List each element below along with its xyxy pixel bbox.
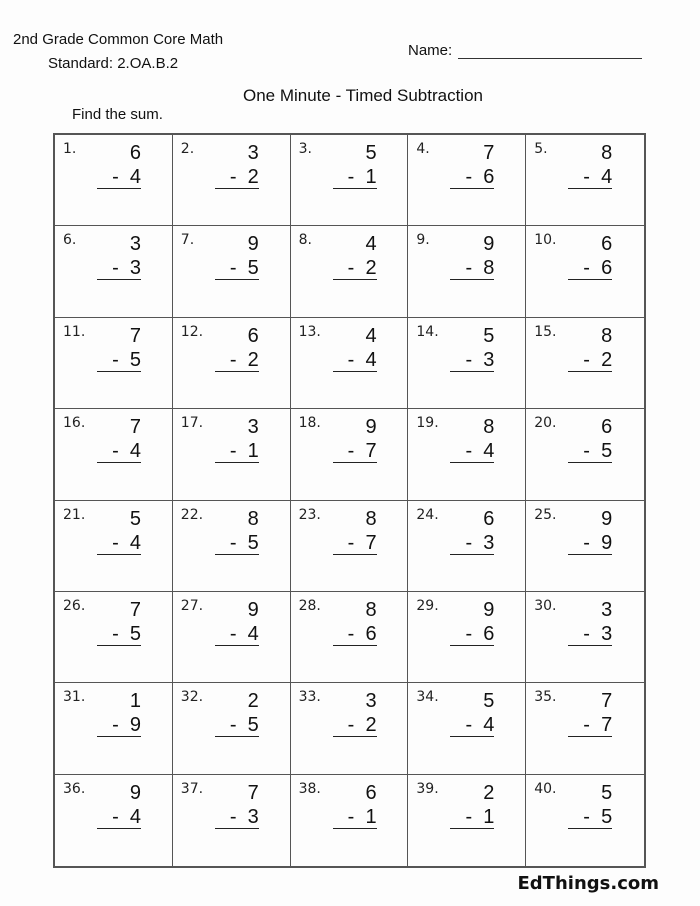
problem-number: 4. [416,141,430,157]
subtrahend-row [450,532,494,555]
problem-cell [291,775,409,866]
problem-grid [53,133,646,868]
minus-sign: - [583,714,590,737]
minus-sign: - [583,805,590,828]
problem-number: 35. [534,689,557,706]
problem-cell [526,226,644,317]
problem-number: 14. [416,323,439,340]
subtrahend-row [450,166,494,189]
subtrahend-row [450,349,494,372]
subtrahend-row [568,532,612,555]
problem-number: 21. [63,506,86,523]
minuend: 9 [129,781,141,804]
subtrahend: 3 [129,257,141,280]
problem-cell [55,501,173,592]
minus-sign: - [465,531,473,554]
minus-sign: - [112,714,119,737]
problem-number: 17. [180,415,204,432]
minuend: 2 [247,690,259,713]
subtrahend-spacer [237,532,248,554]
subtrahend-row [568,166,612,189]
problem-number: 23. [298,506,321,523]
subtrahend-row [568,806,612,829]
minuend: 9 [601,507,613,530]
subtrahend: 4 [129,805,141,828]
subtrahend-spacer [590,166,601,188]
minus-sign: - [229,714,237,737]
minuend: 9 [483,598,495,621]
minus-sign: - [583,622,590,645]
subtrahend-row [333,349,377,372]
subtrahend: 1 [247,440,259,463]
problem-cell [55,135,173,226]
subtrahend-spacer [237,257,248,279]
subtrahend-row [333,440,377,463]
problem-number: 3. [298,141,312,157]
subtrahend-spacer [590,532,601,554]
subtrahend-spacer [119,166,130,188]
problem-cell [408,135,526,226]
subtrahend: 4 [365,348,377,371]
problem-cell [408,318,526,409]
minus-sign: - [229,257,237,280]
subtrahend-row [568,623,612,646]
subtrahend-row [450,623,494,646]
minuend: 3 [247,142,259,164]
minus-sign: - [465,166,473,188]
subtrahend-spacer [237,440,248,462]
subtrahend: 4 [483,440,495,463]
subtrahend-spacer [354,257,365,279]
subtrahend-spacer [354,714,365,736]
problem-number: 29. [416,597,439,614]
minus-sign: - [465,440,473,463]
problem-number: 11. [63,323,86,340]
minuend: 9 [365,416,377,439]
subtrahend: 4 [129,166,141,188]
minuend: 7 [129,416,141,439]
minuend: 4 [365,233,377,256]
subtrahend: 3 [483,531,495,554]
problem-number: 7. [180,232,195,249]
problem-number: 25. [534,506,557,523]
subtrahend-spacer [237,806,248,828]
subtrahend: 6 [483,622,495,645]
problem-number: 8. [298,232,312,249]
subtrahend-spacer [354,532,365,554]
minuend: 7 [483,142,495,164]
subtrahend-spacer [237,623,248,645]
problem-cell [173,318,291,409]
subtrahend-spacer [472,349,483,371]
subtrahend-row [215,257,259,280]
subtrahend: 2 [247,348,259,371]
problem-number: 2. [180,141,195,157]
problem-number: 20. [534,415,557,432]
subtrahend-spacer [119,257,130,279]
problem-number: 34. [416,689,439,706]
subtrahend: 7 [365,440,377,463]
minus-sign: - [229,622,237,645]
subtrahend-row [333,806,377,829]
subtrahend-spacer [590,257,601,279]
problem-number: 1. [63,141,77,157]
minuend: 7 [129,324,141,347]
subtrahend-row [450,440,494,463]
minuend: 9 [247,598,259,621]
problem-number: 27. [180,597,204,614]
problem-number: 12. [180,323,204,340]
problem-cell [408,775,526,866]
problem-cell [55,683,173,774]
subtrahend: 9 [129,714,141,737]
problem-cell [526,775,644,866]
subtrahend-spacer [119,532,130,554]
problem-cell [291,318,409,409]
problem-number: 15. [534,323,557,340]
subtrahend-spacer [472,440,483,462]
minuend: 6 [483,507,495,530]
problem-cell [55,592,173,683]
subtrahend-row [97,257,141,280]
minus-sign: - [465,714,473,737]
subtrahend-row [450,714,494,737]
problem-cell [55,775,173,866]
problem-cell [55,226,173,317]
subtrahend-spacer [354,440,365,462]
subtrahend-spacer [472,714,483,736]
problem-number: 5. [534,141,548,157]
subtrahend-row [333,532,377,555]
subtrahend-row [568,714,612,737]
worksheet-header-standard: Standard: 2.OA.B.2 [48,55,179,72]
minuend: 7 [129,598,141,621]
subtrahend-spacer [590,806,601,828]
minuend: 2 [483,781,495,804]
problem-cell [526,501,644,592]
subtrahend: 2 [365,257,377,280]
subtrahend: 2 [601,348,613,371]
subtrahend-row [215,714,259,737]
problem-number: 38. [298,780,321,797]
problem-number: 19. [416,415,439,432]
subtrahend-spacer [119,806,130,828]
subtrahend-spacer [590,714,601,736]
subtrahend-row [97,440,141,463]
subtrahend: 2 [365,714,377,737]
problem-cell [526,683,644,774]
subtrahend-row [333,623,377,646]
subtrahend-spacer [354,806,365,828]
subtrahend-spacer [472,806,483,828]
minus-sign: - [229,805,237,828]
subtrahend-row [215,532,259,555]
subtrahend: 5 [601,805,613,828]
subtrahend-row [97,166,141,189]
minuend: 6 [601,233,613,256]
subtrahend: 1 [365,805,377,828]
subtrahend: 6 [483,166,495,188]
subtrahend-spacer [119,623,130,645]
subtrahend: 7 [601,714,613,737]
problem-cell [173,775,291,866]
subtrahend: 4 [129,440,141,463]
minus-sign: - [229,348,237,371]
minuend: 7 [601,690,613,713]
problem-cell [291,409,409,500]
name-label: Name: [408,42,453,59]
problem-number: 6. [63,232,77,249]
problem-cell [408,683,526,774]
problem-cell [408,592,526,683]
minuend: 6 [129,142,141,164]
minuend: 4 [365,324,377,347]
minus-sign: - [229,440,237,463]
problem-cell [173,592,291,683]
subtrahend-row [215,166,259,189]
minuend: 6 [247,324,259,347]
minus-sign: - [112,531,119,554]
problem-number: 40. [534,780,557,797]
problem-number: 31. [63,689,86,706]
problem-cell [408,409,526,500]
problem-number: 9. [416,232,430,249]
problem-cell [173,501,291,592]
subtrahend-spacer [237,349,248,371]
minuend: 8 [365,598,377,621]
minuend: 6 [365,781,377,804]
minuend: 5 [483,324,495,347]
subtrahend: 6 [365,622,377,645]
subtrahend-row [97,623,141,646]
minus-sign: - [112,348,119,371]
minus-sign: - [583,257,590,280]
subtrahend: 5 [129,348,141,371]
problem-number: 10. [534,232,557,249]
subtrahend-spacer [354,623,365,645]
minuend: 3 [129,233,141,256]
problem-number: 30. [534,597,557,614]
subtrahend: 4 [129,531,141,554]
minuend: 5 [129,507,141,530]
subtrahend-row [450,806,494,829]
minuend: 3 [365,690,377,713]
problem-cell [526,318,644,409]
subtrahend: 8 [483,257,495,280]
minuend: 8 [601,142,613,164]
subtrahend-spacer [472,623,483,645]
problem-number: 18. [298,415,321,432]
subtrahend: 3 [601,622,613,645]
subtrahend: 4 [483,714,495,737]
subtrahend-row [450,257,494,280]
minuend: 9 [247,233,259,256]
minus-sign: - [112,166,119,188]
subtrahend: 3 [483,348,495,371]
problem-number: 33. [298,689,321,706]
subtrahend-spacer [354,166,365,188]
minus-sign: - [583,348,590,371]
problem-cell [55,318,173,409]
problem-cell [408,226,526,317]
subtrahend-row [568,440,612,463]
minuend: 8 [365,507,377,530]
subtrahend-row [97,806,141,829]
subtrahend-spacer [590,623,601,645]
problem-number: 26. [63,597,86,614]
minus-sign: - [465,622,473,645]
problem-cell [173,409,291,500]
minuend: 9 [483,233,495,256]
minuend: 8 [247,507,259,530]
problem-cell [526,135,644,226]
worksheet-header-course: 2nd Grade Common Core Math [13,31,224,48]
site-watermark: EdThings.com [517,873,659,894]
problem-cell [291,226,409,317]
subtrahend-row [333,257,377,280]
problem-cell [55,409,173,500]
minus-sign: - [347,805,355,828]
minus-sign: - [112,257,119,280]
minus-sign: - [347,257,355,280]
subtrahend-spacer [590,349,601,371]
problem-number: 32. [180,689,204,706]
name-blank-line[interactable] [458,43,642,59]
subtrahend: 7 [365,531,377,554]
subtrahend-row [97,532,141,555]
minus-sign: - [465,348,473,371]
problem-cell [291,592,409,683]
subtrahend-spacer [472,257,483,279]
subtrahend-spacer [237,166,248,188]
subtrahend: 9 [601,531,613,554]
minus-sign: - [347,622,355,645]
subtrahend-spacer [119,714,130,736]
minus-sign: - [583,440,590,463]
minus-sign: - [583,166,590,188]
minuend: 3 [601,598,613,621]
subtrahend: 1 [483,805,495,828]
subtrahend-row [215,440,259,463]
minus-sign: - [347,714,355,737]
minus-sign: - [112,805,119,828]
problem-number: 13. [298,323,321,340]
minus-sign: - [465,805,473,828]
problem-number: 28. [298,597,321,614]
problem-number: 36. [63,780,86,797]
subtrahend-spacer [119,440,130,462]
minus-sign: - [112,622,119,645]
minuend: 6 [601,416,613,439]
minus-sign: - [583,531,590,554]
subtrahend: 5 [247,257,259,280]
subtrahend-spacer [472,532,483,554]
problem-cell [173,135,291,226]
instructions: Find the sum. [72,106,163,123]
minus-sign: - [229,531,237,554]
problem-cell [526,409,644,500]
minus-sign: - [347,166,355,188]
problem-cell [291,501,409,592]
problem-cell [291,135,409,226]
subtrahend: 5 [129,622,141,645]
subtrahend-spacer [119,349,130,371]
problem-cell [173,683,291,774]
subtrahend-row [215,349,259,372]
subtrahend: 6 [601,257,613,280]
subtrahend: 5 [247,714,259,737]
minuend: 5 [365,142,377,164]
subtrahend-row [215,623,259,646]
minuend: 5 [601,781,613,804]
subtrahend: 5 [247,531,259,554]
worksheet-title: One Minute - Timed Subtraction [242,86,483,105]
minus-sign: - [347,348,355,371]
subtrahend: 4 [601,166,613,188]
problem-number: 39. [416,780,439,797]
problem-number: 16. [63,415,86,432]
name-field-group [408,42,642,59]
subtrahend-spacer [590,440,601,462]
subtrahend-row [215,806,259,829]
problem-cell [408,501,526,592]
subtrahend-row [568,349,612,372]
minuend: 1 [129,690,141,713]
subtrahend-row [333,714,377,737]
subtrahend-row [333,166,377,189]
problem-number: 37. [180,780,204,797]
minus-sign: - [347,440,355,463]
subtrahend-spacer [237,714,248,736]
problem-cell [173,226,291,317]
subtrahend-row [568,257,612,280]
subtrahend-spacer [354,349,365,371]
subtrahend: 5 [601,440,613,463]
minuend: 5 [483,690,495,713]
subtrahend-row [97,714,141,737]
problem-cell [291,683,409,774]
subtrahend: 2 [247,166,259,188]
subtrahend: 3 [247,805,259,828]
problem-cell [526,592,644,683]
subtrahend: 4 [247,622,259,645]
subtrahend-row [97,349,141,372]
subtrahend: 1 [365,166,377,188]
minus-sign: - [465,257,473,280]
problem-number: 22. [180,506,204,523]
minuend: 7 [247,781,259,804]
problem-number: 24. [416,506,439,523]
minuend: 8 [601,324,613,347]
subtrahend-spacer [472,166,483,188]
minus-sign: - [229,166,237,188]
minus-sign: - [112,440,119,463]
minuend: 3 [247,416,259,439]
minuend: 8 [483,416,495,439]
minus-sign: - [347,531,355,554]
